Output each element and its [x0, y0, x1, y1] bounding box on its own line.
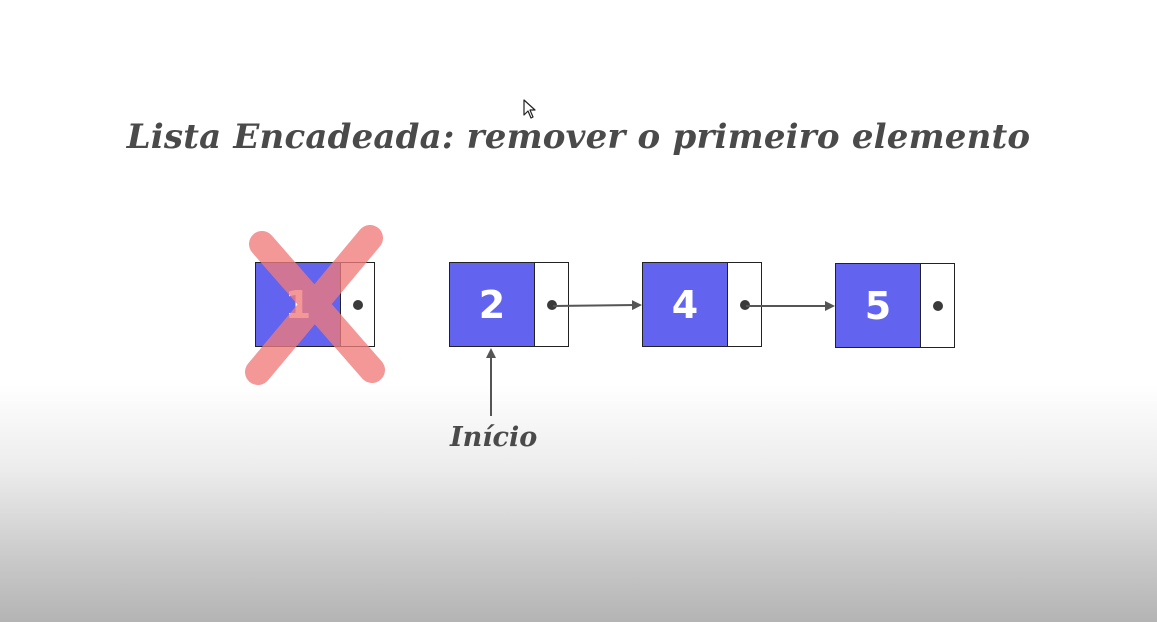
- node-value: 1: [256, 263, 341, 346]
- page-title: Lista Encadeada: remover o primeiro elemento: [126, 117, 1031, 157]
- node-value: 4: [643, 263, 728, 346]
- node-value: 2: [450, 263, 535, 346]
- mouse-cursor-icon: [523, 99, 539, 121]
- link-arrow-2-to-4: [553, 305, 640, 306]
- node-value: 5: [836, 264, 921, 347]
- head-label: Início: [450, 422, 538, 453]
- removed-cross-icon: [258, 238, 372, 372]
